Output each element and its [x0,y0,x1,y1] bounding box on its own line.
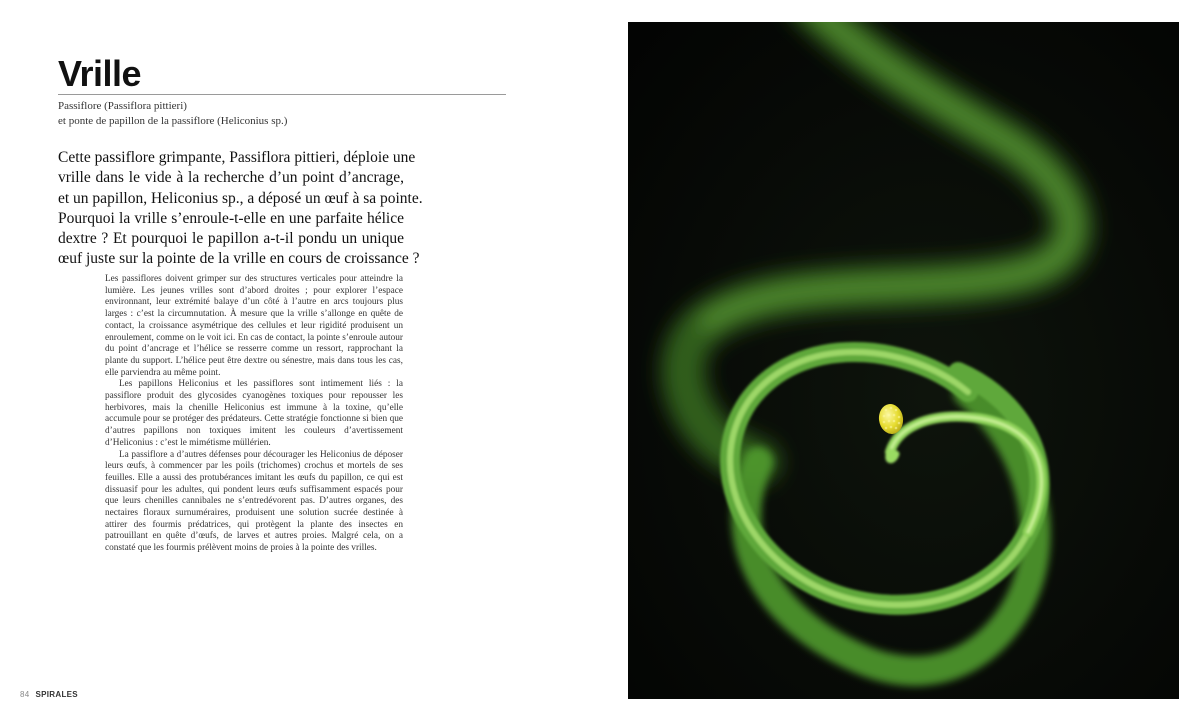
lead-line: Cette passiflore grimpante, Passiflora pittieri, déploie une [58,149,416,166]
subtitle-line-1: Passiflore (Passiflora pittieri) [58,100,187,112]
lead-line: et un papillon, Heliconius sp., a déposé un œuf à sa pointe. [58,189,423,207]
page-footer [20,690,78,699]
lead-line: vrille dans le vide à la recherche d’un point d’ancrage, [58,169,404,187]
section-name: SPIRALES [35,690,78,699]
title-rule [58,94,506,95]
lead-paragraph [58,148,423,270]
body-paragraph: La passiflore a d’autres défenses pour décourager les Heliconius de déposer leurs œufs, à commencer par les poils (trichomes) crochus et mortels de ses feuilles. Elle a aussi des protubérances imitant les œufs du papillon, ce qui est dissuasif pour les adultes, qui pondent leurs œufs suffisamment espacés pour que leurs chenilles cannibales ne s’entredévorent pas. D’autres organes, des nectaires floraux surnuméraires, produisent une solution sucrée destinée à attirer des fourmis prédatrices, qui protègent la plante des insectes en patrouillant en quête d’œufs, de larves et autres proies. Malgré cela, on a constaté que les fourmis prélèvent moins de proies à la pointe des vrilles. [105,449,403,554]
tendril-photo [628,22,1179,699]
body-paragraph: Les passiflores doivent grimper sur des structures verticales pour atteindre la lumière. Les jeunes vrilles sont d’abord droites ; pour explorer l’espace environnant, leur extrémité balaye d’un côté à l’autre en arcs toujours plus larges : c’est la circumnutation. À mesure que la vrille s’allonge en quête de contact, la croissance asymétrique des cellules et leur rigidité produisent un enroulement, comme on le voit ici. En cas de contact, la pointe s’enroule autour du point d’ancrage et l’hélice se resserre comme un ressort, rapprochant la plante du support. L’hélice peut être dextre ou sénestre, mais dans tous les cas, elle parviendra au même point. [105,274,403,378]
page-number: 84 [20,690,30,699]
lead-line: Pourquoi la vrille s’enroule-t-elle en une parfaite hélice [58,209,404,227]
subtitle-line-2: et ponte de papillon de la passiflore (Heliconius sp.) [58,115,288,127]
lead-line: dextre ? Et pourquoi le papillon a-t-il pondu un unique [58,230,404,248]
body-paragraph: Les papillons Heliconius et les passiflores sont intimement liés : la passiflore produit des glycosides cyanogènes toxiques pour repousser les herbivores, mais la chenille Heliconius est immune à la toxine, qu’elle accumule pour se protéger des prédateurs. Cette stratégie fonctionne si bien que d’autres papillons non toxiques imitent les couleurs d’avertissement d’Heliconius : c’est le mimétisme müllérien. [105,379,403,448]
subtitle [58,99,287,129]
page-title: Vrille [58,53,142,94]
lead-line: œuf juste sur la pointe de la vrille en cours de croissance ? [58,250,420,268]
tendril-illustration [628,22,1179,699]
body-text [105,274,403,555]
